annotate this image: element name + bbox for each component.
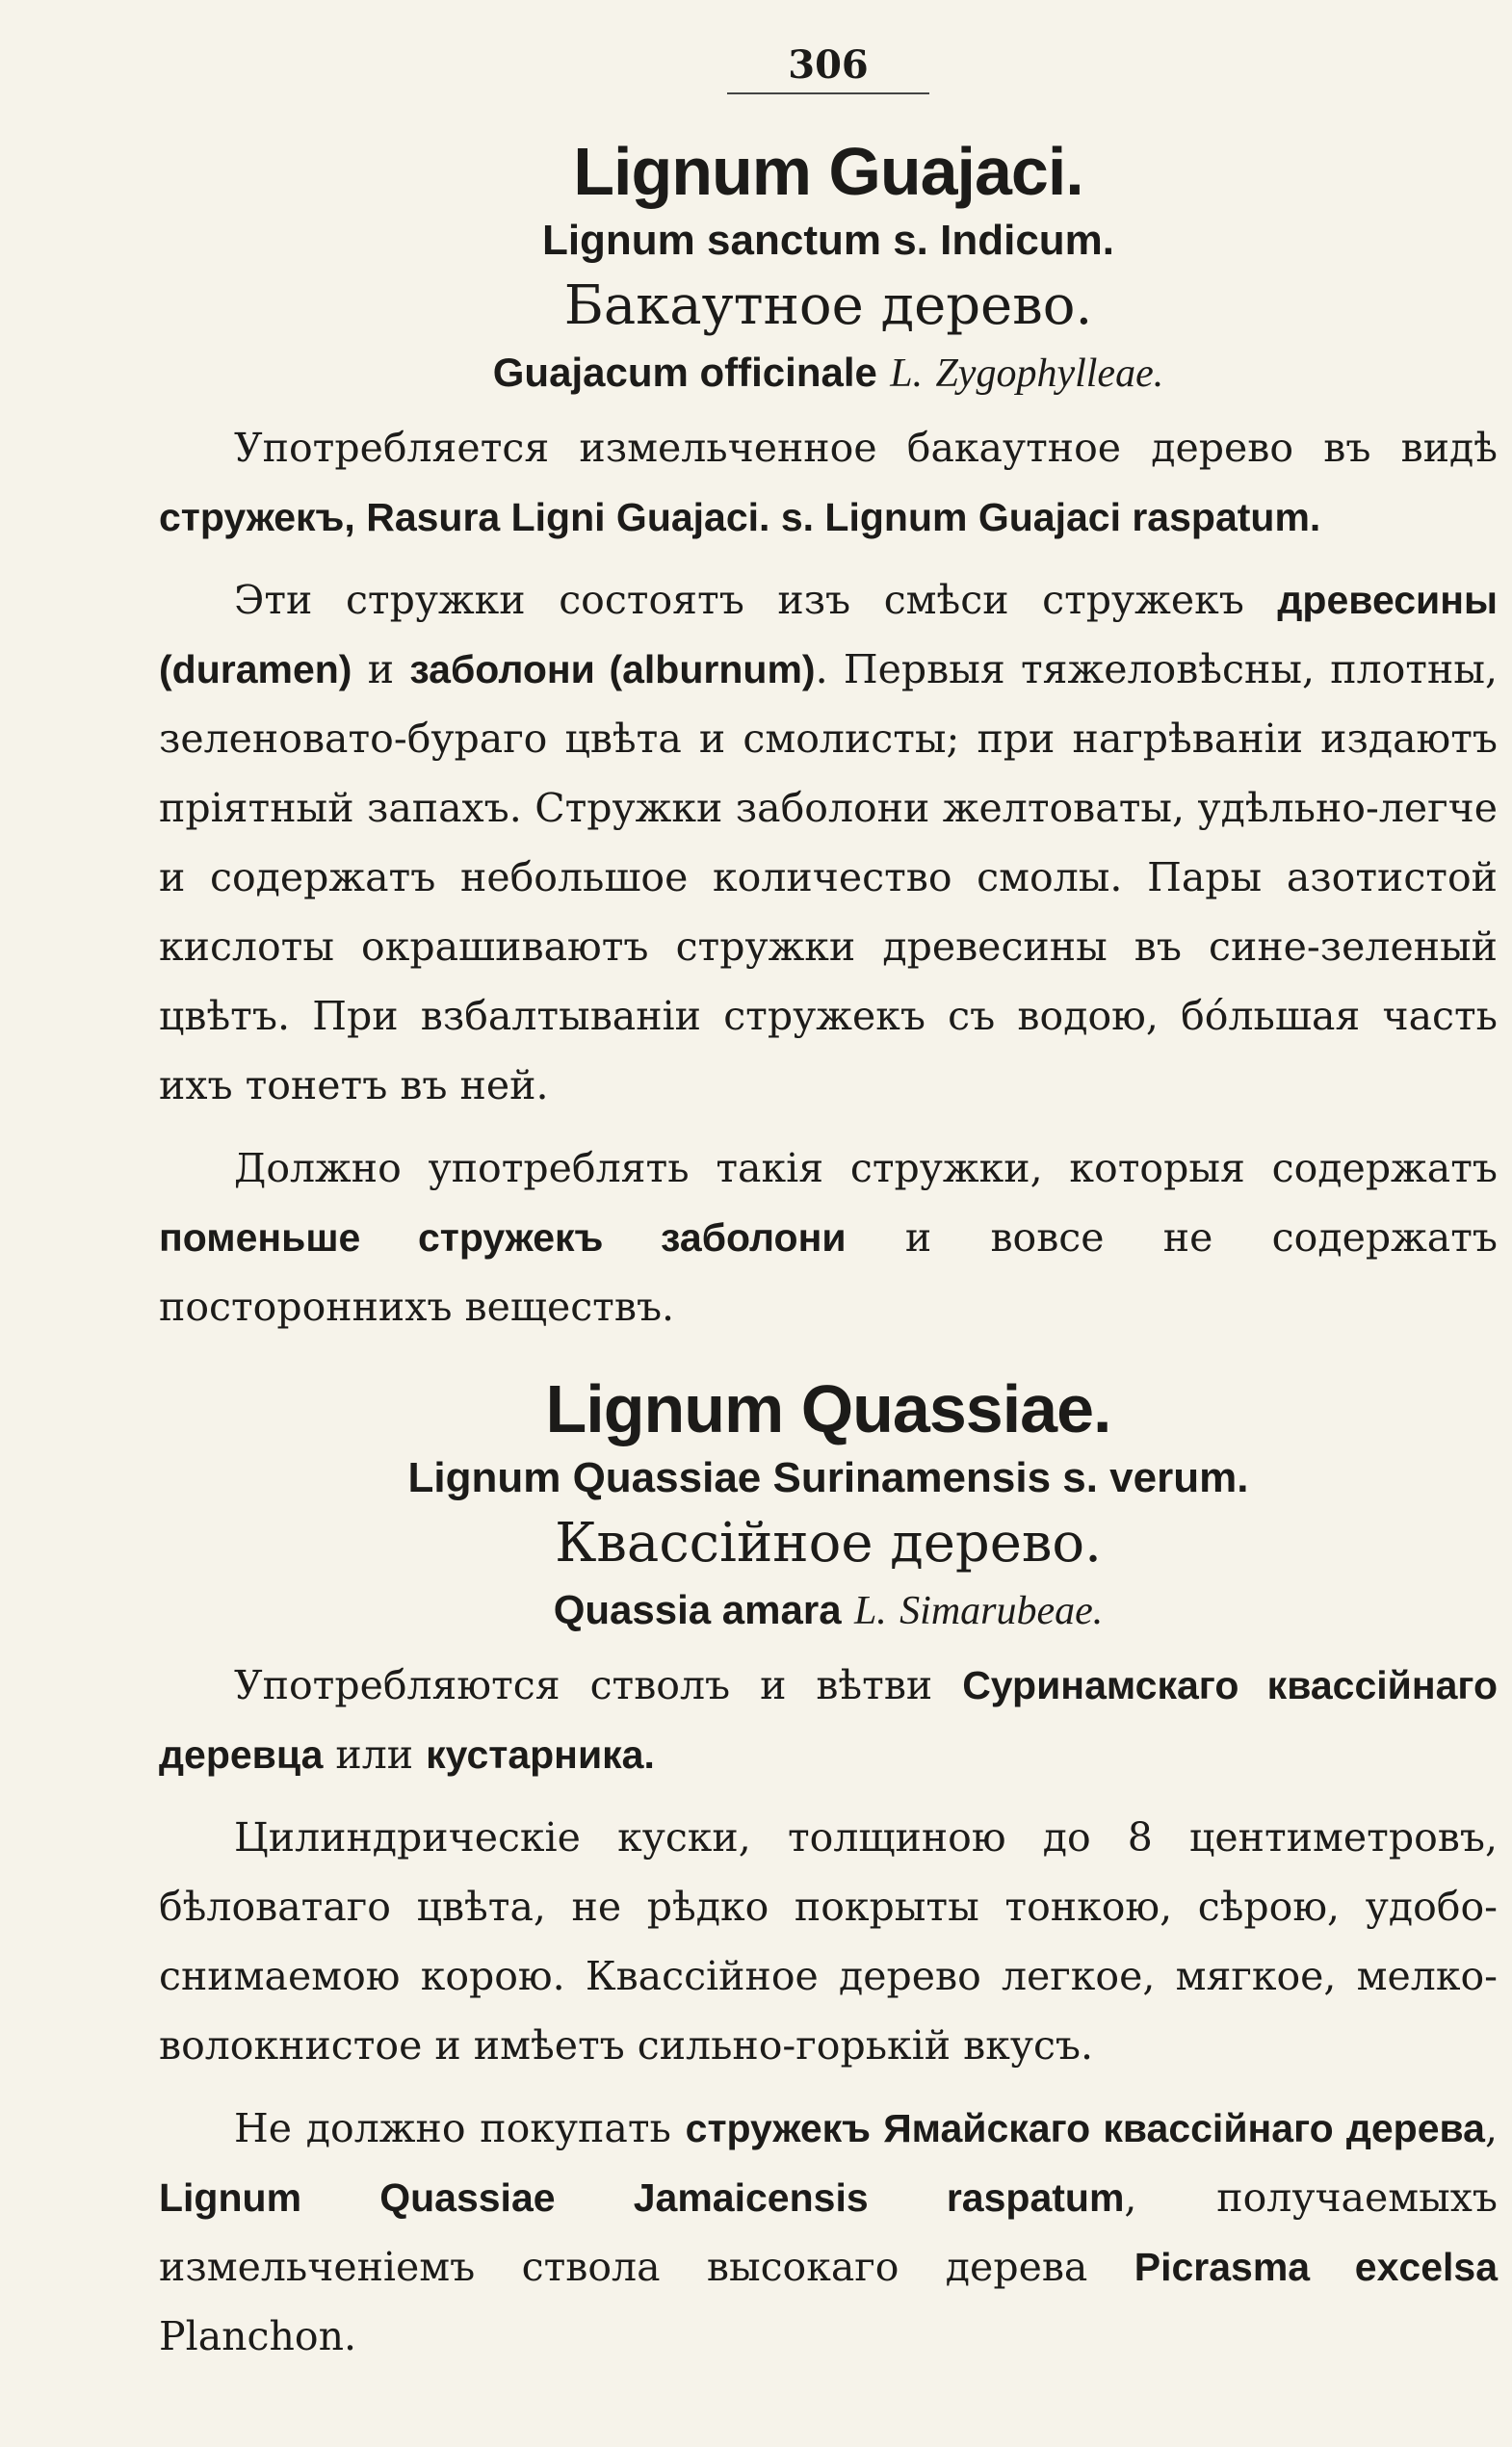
page-number-rule	[727, 92, 929, 94]
paragraph-quassiae-description	[159, 1803, 1498, 2080]
text-run: или	[323, 1731, 427, 1778]
section-title-quassiae: Lignum Quassiae.	[545, 1371, 1111, 1446]
page-number: 306	[788, 42, 869, 88]
text-run: Эти стружки состоятъ изъ смѣси стружекъ	[234, 577, 1278, 623]
bold-term: стружекъ, Rasura Ligni Guajaci. s. Lignum Guajaci raspatum.	[159, 495, 1321, 539]
species-family: Simarubeae.	[899, 1589, 1104, 1633]
paragraph-quassiae-warning	[159, 2094, 1498, 2371]
book-page	[159, 39, 1498, 2408]
bold-term: стружекъ Ямайскаго квассійнаго дерева	[685, 2106, 1485, 2150]
species-genus: Guajacum officinale	[492, 350, 877, 395]
bold-term: Picrasma excelsa	[1134, 2245, 1498, 2289]
bold-term: заболони (alburnum)	[409, 647, 816, 691]
text-run: Planchon.	[159, 2313, 357, 2359]
paragraph-guajaci-description	[159, 565, 1498, 1120]
text-run: . Первыя тяжеловѣсны, плотны, зеленовато-бураго цвѣта и смолисты; при нагрѣваніи издаютъ пріятный запахъ. Стружки заболони желтоваты, удѣльно-легче и содержатъ небольшое количество смолы. Пары азотистой кислоты окрашиваютъ стружки древесины въ сине-зеленый цвѣтъ. При взбалтываніи стружекъ съ водою, бóльшая часть ихъ тонетъ въ ней.	[159, 646, 1498, 1108]
paragraph-quassiae-usage	[159, 1651, 1498, 1789]
text-run: Не должно покупать	[234, 2105, 686, 2151]
text-run: и	[352, 646, 410, 692]
bold-term: кустарника.	[426, 1732, 655, 1777]
species-line-quassiae	[159, 1580, 1498, 1641]
section-synonym-guajaci: Lignum sanctum s. Indicum.	[541, 217, 1115, 264]
text-run: , получаемыхъ измельченіемъ ствола высокаго дерева	[159, 2174, 1498, 2290]
section-synonym-quassiae: Lignum Quassiae Surinamensis s. verum.	[407, 1454, 1249, 1501]
species-line-guajaci	[159, 343, 1498, 403]
paragraph-guajaci-requirement	[159, 1133, 1498, 1341]
bold-term: древесины (duramen)	[159, 578, 1498, 691]
bold-term: Lignum Quassiae Jamaicensis raspatum	[159, 2175, 1125, 2220]
bold-term: поменьше стружекъ заболони	[159, 1215, 847, 1260]
species-family: Zygophylleae.	[935, 351, 1164, 396]
bold-term: Суринамскаго квассійнаго деревца	[159, 1663, 1499, 1777]
text-run: Должно употреблять такія стружки, которыя содержатъ	[234, 1145, 1498, 1191]
paragraph-guajaci-usage	[159, 413, 1498, 552]
russian-name-quassiae: Квассійное дерево.	[555, 1512, 1102, 1575]
text-run: Цилиндрическіе куски, толщиною до 8 центиметровъ, бѣловатаго цвѣта, не рѣдко покрыты тонкою, сѣрою, удобо-снимаемою корою. Квассійное дерево легкое, мягкое, мелко-волокнистое и имѣетъ сильно-горькій вкусъ.	[159, 1814, 1498, 2069]
text-run: Употребляются стволъ и вѣтви	[234, 1662, 963, 1708]
species-author: L.	[890, 351, 924, 396]
russian-name-guajaci: Бакаутное дерево.	[563, 274, 1093, 337]
species-genus: Quassia amara	[553, 1587, 842, 1632]
text-run: Употребляется измельченное бакаутное дерево въ видѣ	[234, 425, 1498, 471]
text-run: и вовсе не содержатъ постороннихъ веществъ.	[159, 1214, 1499, 1330]
text-run: ,	[1484, 2105, 1499, 2151]
species-author: L.	[853, 1589, 887, 1633]
section-title-guajaci: Lignum Guajaci.	[573, 134, 1083, 209]
